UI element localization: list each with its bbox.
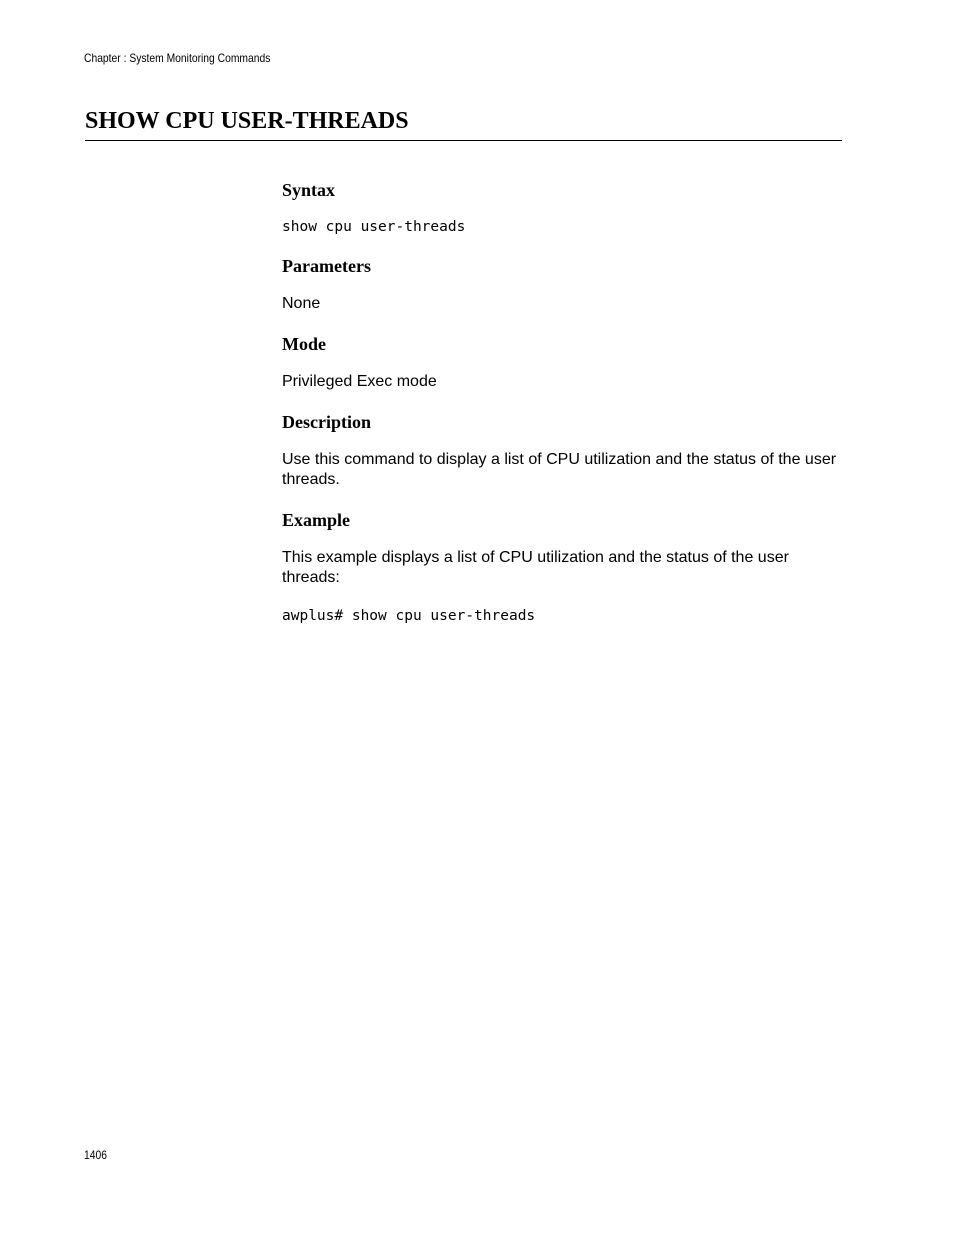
- example-code: awplus# show cpu user-threads: [282, 608, 536, 624]
- parameters-text: None: [282, 295, 321, 312]
- description-text: Use this command to display a list of CPU utilization and the status of the user threads.: [282, 451, 837, 488]
- mode-text: Privileged Exec mode: [282, 373, 437, 390]
- syntax-heading: Syntax: [282, 180, 336, 200]
- title-divider: [85, 140, 842, 141]
- example-heading: Example: [282, 510, 351, 530]
- mode-heading: Mode: [282, 334, 326, 354]
- syntax-code: show cpu user-threads: [282, 219, 466, 235]
- description-heading: Description: [282, 412, 371, 432]
- parameters-heading: Parameters: [282, 256, 371, 276]
- page-number: 1406: [84, 1148, 107, 1162]
- example-text: This example displays a list of CPU utilization and the status of the user threads:: [282, 549, 789, 586]
- running-header: Chapter : System Monitoring Commands: [84, 51, 271, 65]
- page-title: SHOW CPU USER-THREADS: [85, 108, 409, 134]
